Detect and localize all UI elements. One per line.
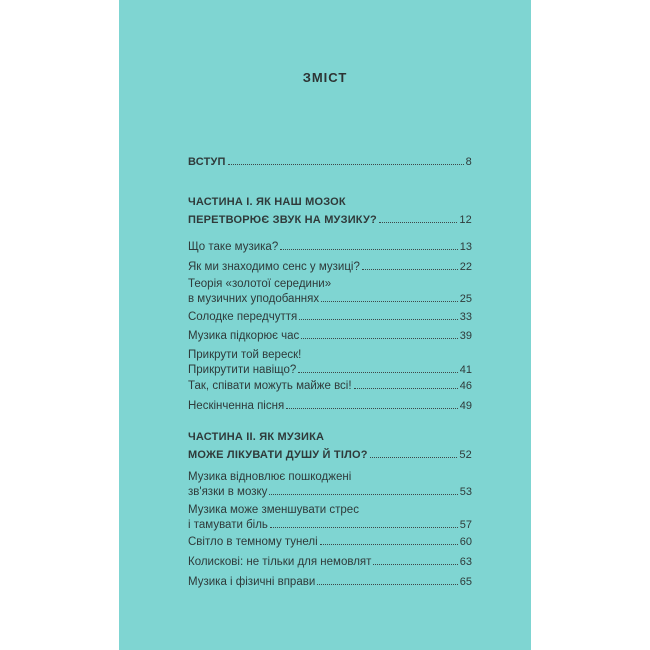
toc-page-number: 41 (459, 364, 472, 376)
toc-entry-label: Колискові: не тільки для немовлят (188, 556, 372, 568)
toc-page-number: 63 (459, 556, 472, 568)
toc-entry-label: Музика і фізичні вправи (188, 576, 316, 588)
toc-entry-intro (188, 155, 472, 170)
toc-entry (188, 310, 472, 325)
toc-entry-part-1 (188, 195, 472, 228)
toc-entry-label: ПЕРЕТВОРЮЄ ЗВУК НА МУЗИКУ? (188, 214, 377, 226)
dot-leader (298, 372, 458, 373)
toc-page-number: 39 (459, 330, 472, 342)
dot-leader (228, 164, 464, 165)
toc-entry (188, 240, 472, 255)
dot-leader (301, 338, 457, 339)
toc-entry-label: Прикрути той вереск! (188, 349, 302, 361)
toc-entry (188, 575, 472, 590)
dot-leader (286, 408, 458, 409)
toc-entry-label: в музичних уподобаннях (188, 293, 320, 305)
dot-leader (299, 319, 457, 320)
dot-leader (373, 564, 457, 565)
toc-page-number: 22 (459, 261, 472, 273)
toc-entry (188, 399, 472, 414)
toc-page-number: 12 (459, 214, 472, 226)
toc-entry-label: Нескінченна пісня (188, 400, 285, 412)
page-title: ЗМІСТ (302, 70, 348, 85)
toc-page-number: 49 (459, 400, 472, 412)
toc-entry-label: Музика може зменшувати стрес (188, 504, 359, 516)
toc-entry (188, 348, 472, 378)
toc-entry (188, 329, 472, 344)
toc-page-number: 8 (465, 156, 472, 168)
toc-entry-label: ВСТУП (188, 156, 226, 168)
dot-leader (269, 494, 457, 495)
toc-entry-label: ЧАСТИНА І. ЯК НАШ МОЗОК (188, 196, 346, 208)
dot-leader (379, 222, 457, 223)
book-page (119, 0, 531, 650)
toc-entry-label: ЧАСТИНА ІІ. ЯК МУЗИКА (188, 431, 325, 443)
toc-page-number: 52 (459, 449, 472, 461)
toc-page-number: 13 (459, 241, 472, 253)
dot-leader (321, 301, 458, 302)
toc-entry-label: МОЖЕ ЛІКУВАТИ ДУШУ Й ТІЛО? (188, 449, 368, 461)
toc-page-number: 57 (459, 519, 472, 531)
dot-leader (320, 544, 458, 545)
toc-entry-label: Так, співати можуть майже всі! (188, 380, 352, 392)
toc-page-number: 53 (459, 486, 472, 498)
dot-leader (270, 527, 458, 528)
toc-entry-label: Теорія «золотої середини» (188, 278, 332, 290)
toc-page-number: 60 (459, 536, 472, 548)
dot-leader (317, 584, 458, 585)
toc-entry (188, 277, 472, 307)
toc-entry-label: Музика підкорює час (188, 330, 300, 342)
toc-entry (188, 379, 472, 394)
toc-entry (188, 535, 472, 550)
toc-page-number: 25 (459, 293, 472, 305)
toc-entry (188, 470, 472, 500)
toc-entry-label: Солодке передчуття (188, 311, 298, 323)
toc-entry-label: і тамувати біль (188, 519, 268, 531)
toc-entry-label: зв'язки в мозку (188, 486, 268, 498)
dot-leader (280, 249, 458, 250)
toc-entry (188, 555, 472, 570)
dot-leader (370, 457, 458, 458)
toc-entry-label: Як ми знаходимо сенс у музиці? (188, 261, 360, 273)
toc-page-number: 33 (459, 311, 472, 323)
dot-leader (354, 388, 458, 389)
dot-leader (362, 269, 458, 270)
toc-entry (188, 503, 472, 533)
toc-entry-part-2 (188, 430, 472, 463)
toc-entry-label: Прикрутити навіщо? (188, 364, 297, 376)
toc-entry-label: Музика відновлює пошкоджені (188, 471, 352, 483)
toc-entry-label: Світло в темному тунелі (188, 536, 318, 548)
toc-page-number: 65 (459, 576, 472, 588)
toc-page-number: 46 (459, 380, 472, 392)
toc-entry (188, 260, 472, 275)
toc-entry-label: Що таке музика? (188, 241, 279, 253)
